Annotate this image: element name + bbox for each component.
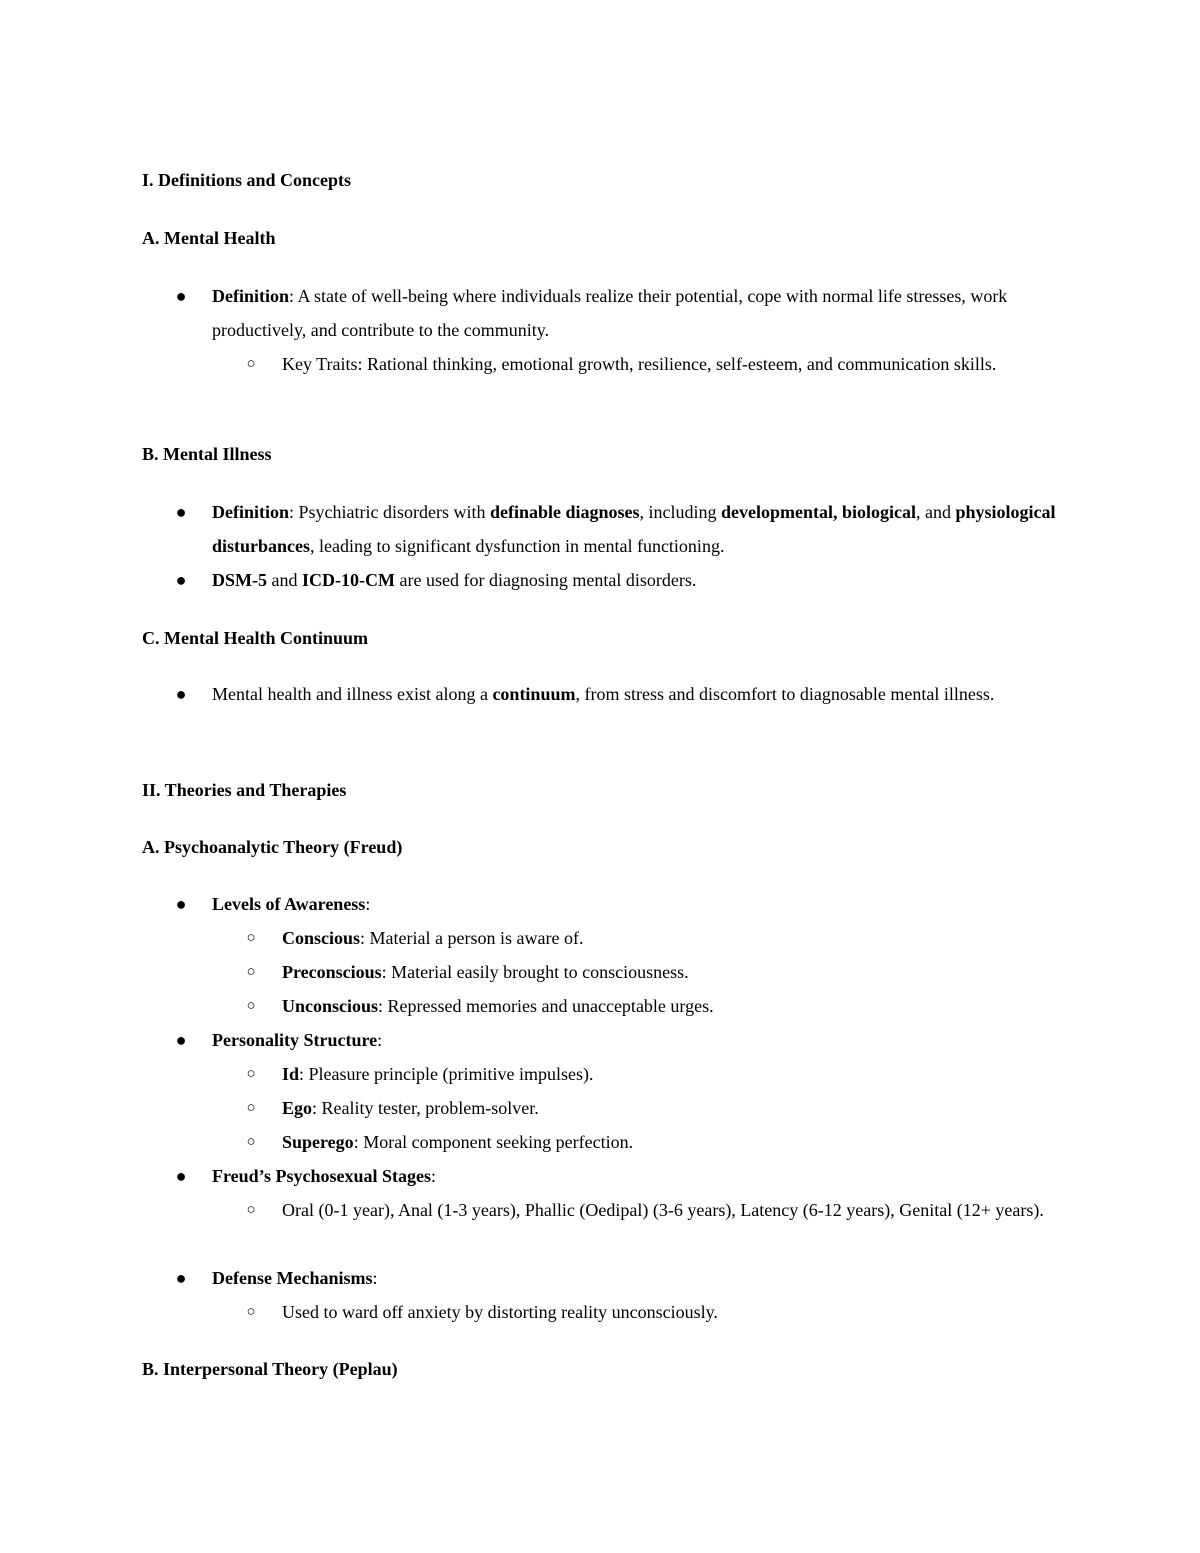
heading-mental-health: A. Mental Health: [142, 228, 276, 248]
list-item-key-traits: [246, 347, 1072, 381]
unconscious-text: : Repressed memories and unacceptable urges.: [378, 996, 714, 1016]
hollow-bullet-icon: ○: [246, 356, 256, 372]
colon-text: :: [372, 1268, 378, 1288]
list-item-preconscious: [246, 955, 1072, 989]
colon-text: :: [365, 894, 371, 914]
list-item-unconscious: [246, 989, 1072, 1023]
dsm-text: are used for diagnosing mental disorders.: [394, 570, 697, 590]
colon-text: :: [377, 1030, 383, 1050]
key-traits-text: Key Traits: Rational thinking, emotional growth, resilience, self-esteem, and communication skills.: [282, 354, 997, 374]
id-label: Id: [282, 1064, 300, 1084]
list-item-dsm-icd: [175, 563, 1072, 597]
list-item-id: [246, 1057, 1072, 1091]
list-item-psychosexual-stages: [175, 1159, 1072, 1193]
superego-text: : Moral component seeking perfection.: [353, 1132, 634, 1152]
definition-text: , leading to significant dysfunction in mental functioning.: [310, 536, 725, 556]
dsm-label: DSM-5: [212, 570, 267, 590]
colon-text: :: [431, 1166, 437, 1186]
bullet-icon: ●: [175, 684, 187, 704]
definition-text: : Psychiatric disorders with: [289, 502, 490, 522]
bold-term: continuum: [492, 684, 576, 704]
definition-label: Definition: [212, 502, 290, 522]
bold-term: definable diagnoses: [490, 502, 640, 522]
levels-awareness-label: Levels of Awareness: [212, 894, 366, 914]
list-item-mental-health-definition: [175, 279, 1072, 347]
bullet-icon: ●: [175, 570, 187, 590]
list-item-superego: [246, 1125, 1072, 1159]
list-item-defense-detail: [246, 1295, 1072, 1329]
continuum-text: , from stress and discomfort to diagnosable mental illness.: [575, 684, 995, 704]
icd-label: ICD-10-CM: [302, 570, 395, 590]
list-item-continuum: [175, 677, 1072, 711]
heading-mental-health-continuum: C. Mental Health Continuum: [142, 628, 369, 648]
hollow-bullet-icon: ○: [246, 1202, 256, 1218]
list-item-levels-awareness: [175, 887, 1072, 921]
definition-text: : A state of well-being where individuals realize their potential, cope with normal life stresses, work productively, and contribute to the community.: [212, 286, 1008, 340]
continuum-text: Mental health and illness exist along a: [212, 684, 493, 704]
hollow-bullet-icon: ○: [246, 1100, 256, 1116]
definition-text: , and: [916, 502, 956, 522]
hollow-bullet-icon: ○: [246, 1304, 256, 1320]
heading-definitions-concepts: I. Definitions and Concepts: [142, 170, 352, 190]
heading-psychoanalytic-theory: A. Psychoanalytic Theory (Freud): [142, 837, 403, 857]
stages-text: Oral (0-1 year), Anal (1-3 years), Phallic (Oedipal) (3-6 years), Latency (6-12 years), Genital (12+ years).: [282, 1200, 1044, 1220]
bullet-icon: ●: [175, 1166, 187, 1186]
definition-label: Definition: [212, 286, 290, 306]
bullet-icon: ●: [175, 894, 187, 914]
definition-text: , including: [639, 502, 722, 522]
hollow-bullet-icon: ○: [246, 998, 256, 1014]
bullet-icon: ●: [175, 1030, 187, 1050]
list-item-conscious: [246, 921, 1072, 955]
hollow-bullet-icon: ○: [246, 1134, 256, 1150]
unconscious-label: Unconscious: [282, 996, 379, 1016]
heading-theories-therapies: II. Theories and Therapies: [142, 780, 347, 800]
psychosexual-stages-label: Freud’s Psychosexual Stages: [212, 1166, 432, 1186]
id-text: : Pleasure principle (primitive impulses).: [299, 1064, 594, 1084]
superego-label: Superego: [282, 1132, 354, 1152]
defense-text: Used to ward off anxiety by distorting reality unconsciously.: [282, 1302, 718, 1322]
hollow-bullet-icon: ○: [246, 1066, 256, 1082]
bullet-icon: ●: [175, 502, 187, 522]
ego-label: Ego: [282, 1098, 313, 1118]
conscious-label: Conscious: [282, 928, 361, 948]
conscious-text: : Material a person is aware of.: [360, 928, 584, 948]
list-item-ego: [246, 1091, 1072, 1125]
preconscious-label: Preconscious: [282, 962, 382, 982]
list-item-mental-illness-definition: [175, 495, 1072, 563]
conjunction-text: and: [267, 570, 302, 590]
hollow-bullet-icon: ○: [246, 930, 256, 946]
bold-term: physiological disturbances: [212, 502, 1056, 556]
list-item-defense-mechanisms: [175, 1261, 1072, 1295]
bullet-icon: ●: [175, 1268, 187, 1288]
hollow-bullet-icon: ○: [246, 964, 256, 980]
bold-term: developmental, biological: [721, 502, 917, 522]
personality-structure-label: Personality Structure: [212, 1030, 378, 1050]
heading-interpersonal-theory: B. Interpersonal Theory (Peplau): [142, 1359, 398, 1379]
bullet-icon: ●: [175, 286, 187, 306]
preconscious-text: : Material easily brought to consciousness.: [381, 962, 689, 982]
defense-mechanisms-label: Defense Mechanisms: [212, 1268, 373, 1288]
heading-mental-illness: B. Mental Illness: [142, 444, 272, 464]
ego-text: : Reality tester, problem-solver.: [312, 1098, 539, 1118]
list-item-stages-detail: [246, 1193, 1072, 1227]
list-item-personality-structure: [175, 1023, 1072, 1057]
